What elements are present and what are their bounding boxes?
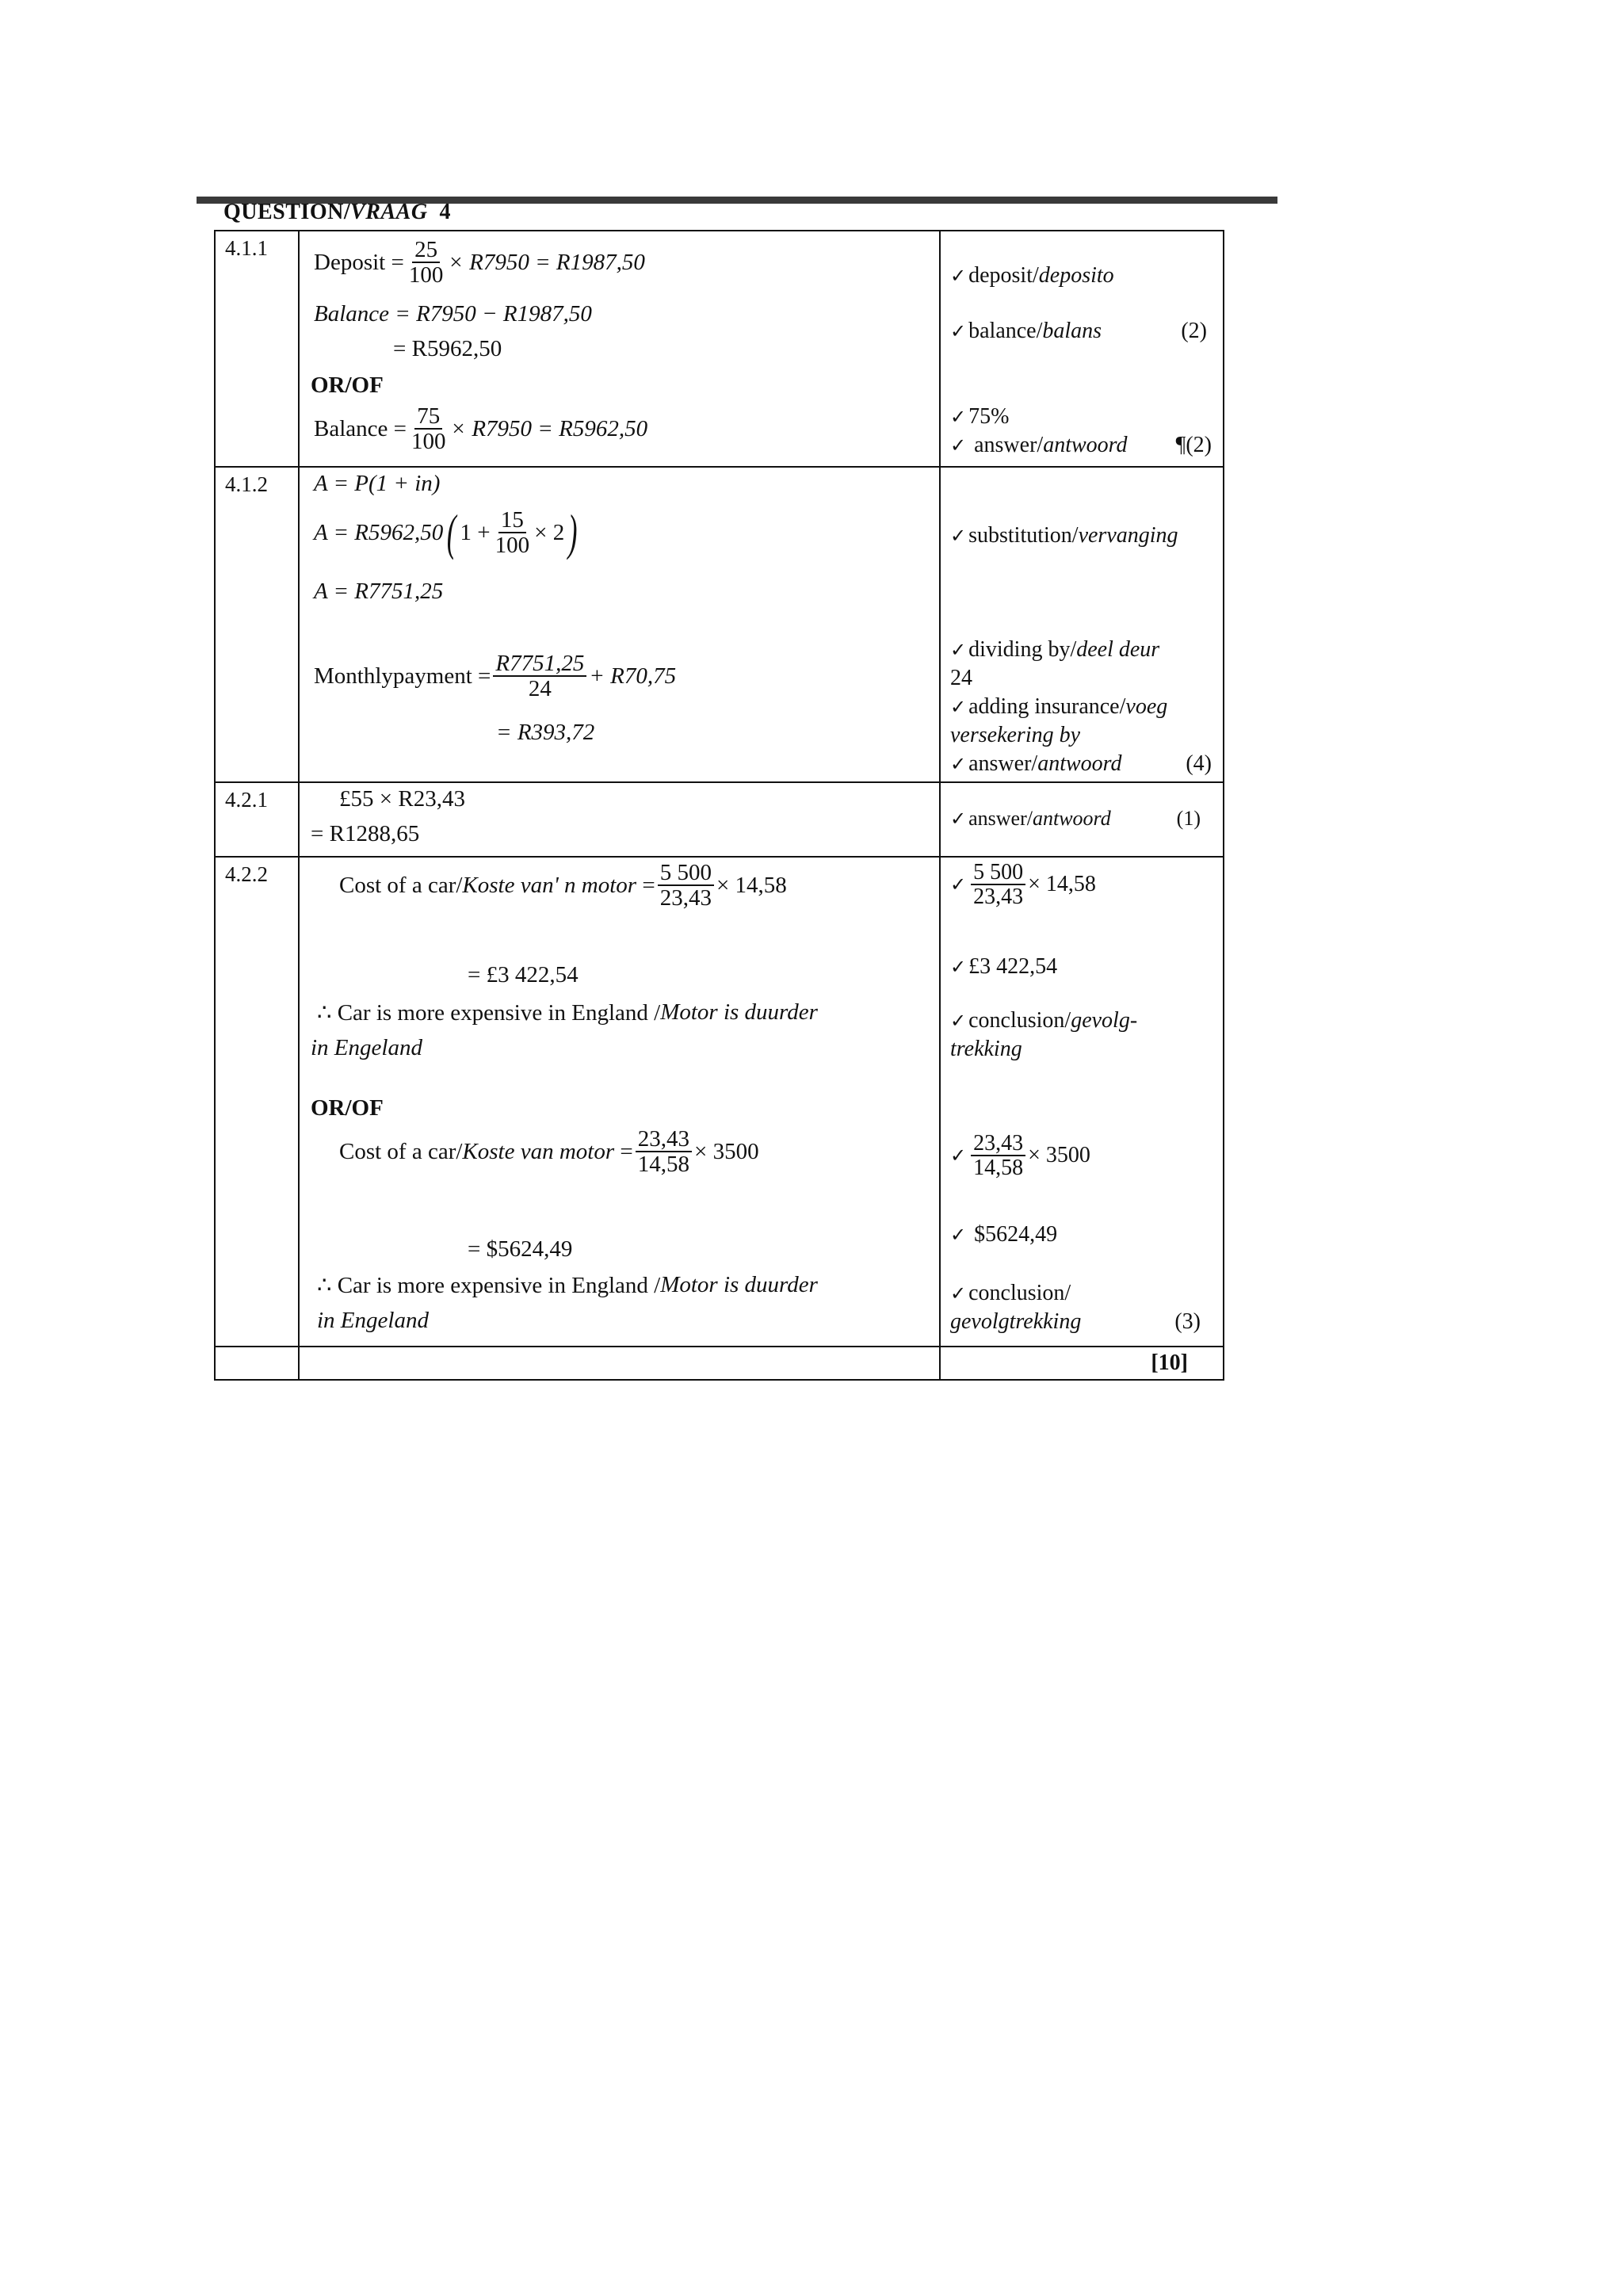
row-4-2-1	[215, 782, 1224, 857]
mark-substitution	[950, 523, 1178, 548]
fraction-numerator: 23,43	[971, 1132, 1025, 1156]
balance2-rest: × R7950 = R5962,50	[450, 415, 648, 441]
cost2-line	[339, 1127, 759, 1177]
conclusion-en: ∴ Car is more expensive in England /	[317, 1273, 661, 1298]
equals: =	[620, 1138, 633, 1164]
equals: =	[642, 872, 655, 898]
check-mark-icon: ✓	[950, 873, 967, 896]
conclusion-af: Motor is duurder	[660, 1272, 818, 1297]
monthly-label: Monthlypayment =	[314, 663, 491, 689]
deposit-line	[314, 238, 645, 288]
substitution-times: × 2	[534, 519, 565, 545]
mark-balance	[950, 319, 1102, 344]
result-text: A = R7751,25	[314, 579, 444, 604]
formula-text: A = P(1 + in)	[314, 471, 441, 496]
solution-4-1-2	[300, 468, 939, 781]
fraction-numerator: 5 500	[658, 861, 714, 886]
mark-dividing	[950, 637, 1159, 663]
marks-4-2-2	[941, 858, 1223, 1346]
monthly-result-text: = R393,72	[496, 720, 595, 745]
mark-af: deel deur	[1076, 637, 1160, 662]
exchange-result: = R1288,65	[311, 821, 420, 846]
mark-answer-4-2-1	[950, 807, 1111, 831]
question-title-plain: QUESTION/	[223, 200, 351, 224]
check-mark-icon: ✓	[950, 808, 967, 830]
fraction-denominator: 14,58	[973, 1156, 1024, 1181]
balance2-line	[314, 404, 647, 454]
conclusion-en: ∴ Car is more expensive in England /	[317, 1000, 661, 1026]
question-number-4-2-2: 4.2.2	[225, 862, 268, 886]
marks-4-1-1	[941, 231, 1223, 466]
check-mark-icon: ✓	[950, 1010, 967, 1032]
result-line	[314, 579, 443, 605]
mark-en: answer/	[974, 433, 1044, 457]
solution-4-2-1	[300, 783, 939, 856]
check-mark-icon: ✓	[950, 406, 967, 428]
mark-conclusion2	[950, 1281, 1071, 1306]
check-mark-icon: ✓	[950, 956, 967, 978]
mark-af: antwoord	[1032, 807, 1111, 830]
marks-4-2-1	[941, 783, 1223, 856]
fraction-denominator: 100	[408, 262, 444, 288]
total-marks: [10]	[1151, 1350, 1188, 1375]
mark-cost2-fraction	[971, 1132, 1025, 1180]
fraction-numerator: 75	[414, 404, 442, 430]
check-mark-icon: ✓	[950, 1144, 967, 1167]
row-4-1-1	[215, 231, 1224, 467]
mark-rest: × 3500	[1028, 1143, 1090, 1168]
cost-rest: × 3500	[694, 1138, 759, 1164]
substitution-one: 1 +	[460, 519, 491, 545]
mark-total-4-1-1a: (2)	[1181, 319, 1207, 343]
cost-en: Cost of a car/	[339, 1138, 463, 1164]
conclusion-af: Motor is duurder	[660, 999, 818, 1025]
balance-result	[393, 336, 502, 362]
check-mark-icon: ✓	[950, 434, 967, 457]
monthly-line	[314, 651, 676, 701]
cost-rest: × 14,58	[716, 872, 787, 898]
mark-text: £3 422,54	[968, 954, 1058, 979]
mark-dollars	[950, 1222, 1057, 1247]
mark-af: balans	[1042, 319, 1102, 343]
close-paren: )	[568, 504, 578, 560]
row-total	[215, 1347, 1224, 1380]
mark-text: $5624,49	[974, 1222, 1058, 1247]
check-mark-icon: ✓	[950, 696, 967, 718]
formula-line	[314, 471, 440, 497]
monthly-result	[496, 720, 594, 746]
cost1-fraction	[658, 861, 714, 911]
mark-en: balance/	[968, 319, 1043, 343]
row-4-1-2	[215, 467, 1224, 782]
balance-result-text: = R5962,50	[393, 336, 502, 361]
check-mark-icon: ✓	[950, 753, 967, 775]
mark-af: vervanging	[1078, 523, 1178, 548]
mark-dividing-cont: 24	[950, 666, 972, 690]
mark-en: deposit/	[968, 263, 1039, 288]
conclusion1-line	[317, 999, 818, 1026]
mark-af: antwoord	[1037, 751, 1122, 776]
fraction-denominator: 23,43	[973, 884, 1024, 910]
mark-en: substitution/	[968, 523, 1079, 548]
mark-insurance-cont: versekering by	[950, 723, 1081, 747]
fraction-denominator: 24	[528, 676, 552, 702]
solution-4-1-1	[300, 231, 939, 466]
mark-75-percent	[950, 404, 1009, 430]
cost-en: Cost of a car/	[339, 872, 463, 898]
fraction-denominator: 100	[495, 533, 530, 558]
fraction-denominator: 100	[411, 429, 446, 455]
mark-af: voeg	[1125, 694, 1168, 719]
mark-insurance	[950, 694, 1167, 720]
mark-en: conclusion/	[968, 1008, 1071, 1033]
fraction-numerator: 23,43	[636, 1127, 692, 1152]
mark-deposit	[950, 263, 1114, 288]
deposit-fraction	[407, 238, 446, 288]
mark-en: answer/	[968, 807, 1033, 830]
deposit-label: Deposit =	[314, 249, 404, 275]
cost1-result: = £3 422,54	[468, 962, 579, 988]
mark-af: antwoord	[1043, 433, 1128, 457]
mark-text: 75%	[968, 404, 1010, 429]
mark-conclusion2-cont: gevolgtrekking	[950, 1309, 1082, 1334]
cost2-result: = $5624,49	[468, 1236, 573, 1262]
mark-total-4-1-2: (4)	[1186, 751, 1212, 776]
check-mark-icon: ✓	[950, 1224, 967, 1246]
check-mark-icon: ✓	[950, 265, 967, 287]
balance-text: Balance = R7950 − R1987,50	[314, 301, 592, 327]
mark-answer-4-1-2	[950, 751, 1122, 777]
question-number-4-1-2: 4.1.2	[225, 472, 268, 496]
balance2-fraction	[409, 404, 449, 454]
row-4-2-2	[215, 857, 1224, 1347]
marks-4-1-2	[941, 468, 1223, 781]
or-of-2: OR/OF	[311, 1095, 384, 1121]
mark-cost1-fraction	[971, 861, 1025, 909]
fraction-numerator: 15	[498, 508, 526, 533]
check-mark-icon: ✓	[950, 1282, 967, 1305]
mark-conclusion1-cont: trekking	[950, 1037, 1022, 1061]
mark-total-4-2-2: (3)	[1174, 1309, 1201, 1334]
or-of-1	[311, 372, 384, 399]
check-mark-icon: ✓	[950, 320, 967, 342]
mark-answer	[950, 433, 1128, 458]
fraction-numerator: R7751,25	[493, 651, 586, 677]
fraction-denominator: 23,43	[659, 885, 712, 911]
substitution-left: A = R5962,50	[314, 519, 444, 545]
cost2-fraction	[636, 1127, 692, 1177]
question-number: 4	[439, 200, 452, 224]
mark-en: dividing by/	[968, 637, 1077, 662]
question-title-italic: VRAAG	[350, 200, 428, 224]
check-mark-icon: ✓	[950, 525, 967, 547]
mark-en: answer/	[968, 751, 1038, 776]
mark-cost2	[950, 1132, 1090, 1180]
question-title	[223, 200, 451, 225]
mark-en: adding insurance/	[968, 694, 1126, 719]
total-cell	[941, 1347, 1223, 1379]
substitution-line	[314, 504, 582, 560]
mark-af: deposito	[1038, 263, 1114, 288]
balance-line	[314, 301, 592, 327]
conclusion2-line	[317, 1271, 818, 1299]
solution-4-2-2	[300, 858, 939, 1346]
or-of-text: OR/OF	[311, 372, 384, 398]
substitution-fraction	[493, 508, 533, 558]
mark-rest: × 14,58	[1028, 872, 1096, 897]
mark-conclusion1	[950, 1008, 1137, 1033]
question-number-4-2-1: 4.2.1	[225, 788, 268, 812]
mark-en: conclusion/	[968, 1281, 1071, 1305]
conclusion1-cont: in Engeland	[311, 1035, 422, 1060]
marking-table	[214, 230, 1224, 1381]
cost-af: Koste van motor	[462, 1138, 615, 1164]
cost-af: Koste van' n motor	[462, 872, 637, 898]
check-mark-icon: ✓	[950, 639, 967, 661]
fraction-denominator: 14,58	[637, 1152, 689, 1178]
open-paren: (	[447, 504, 456, 560]
monthly-fraction	[493, 651, 586, 701]
mark-cost1	[950, 861, 1096, 909]
mark-pounds	[950, 954, 1057, 980]
exchange-line: £55 × R23,43	[339, 786, 465, 812]
mark-total-4-1-1b: ¶(2)	[1175, 433, 1212, 457]
conclusion2-cont: in Engeland	[317, 1308, 429, 1333]
mark-af: gevolg-	[1071, 1008, 1138, 1033]
fraction-numerator: 5 500	[971, 861, 1025, 885]
fraction-numerator: 25	[412, 238, 440, 263]
mark-total-4-2-1: (1)	[1176, 807, 1201, 830]
question-number-4-1-1: 4.1.1	[225, 236, 268, 260]
deposit-rest: × R7950 = R1987,50	[448, 249, 645, 275]
monthly-rest: + R70,75	[589, 663, 677, 689]
cost1-line	[339, 861, 787, 911]
balance2-label: Balance =	[314, 415, 407, 441]
